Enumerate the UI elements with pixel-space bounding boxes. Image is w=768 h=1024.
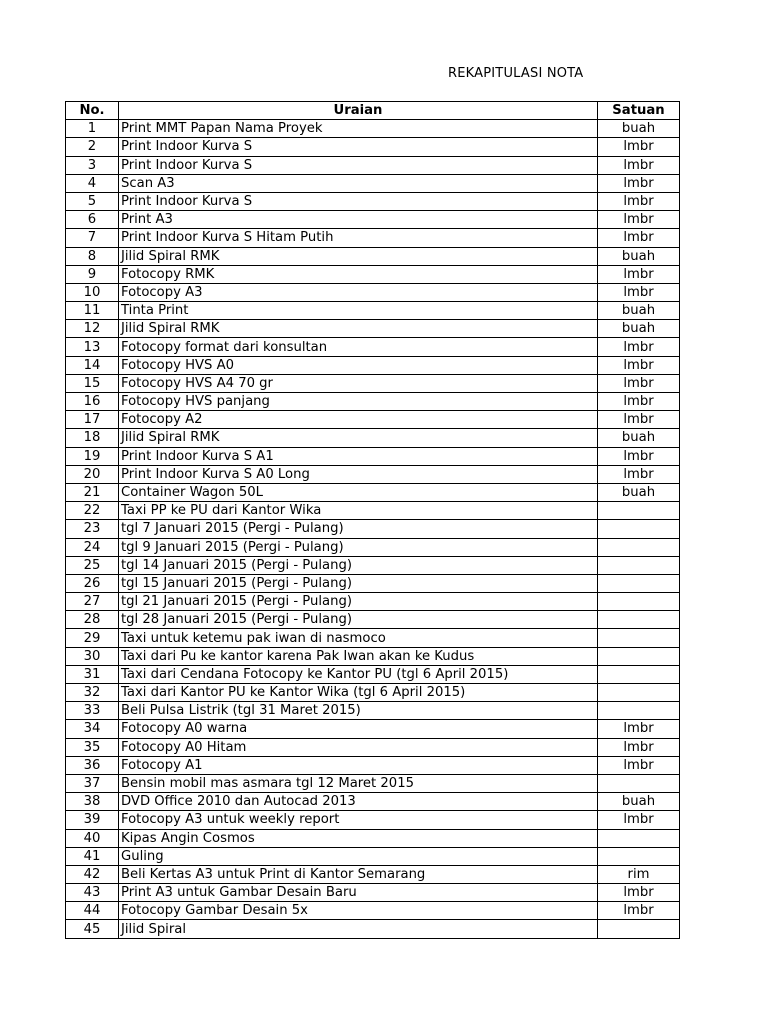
table-row xyxy=(66,756,680,774)
row-uraian-cell: Print A3 xyxy=(119,211,598,229)
nota-table xyxy=(65,101,680,939)
row-satuan-cell: lmbr xyxy=(598,374,680,392)
row-uraian-cell: Fotocopy A0 warna xyxy=(119,720,598,738)
row-satuan-cell: buah xyxy=(598,483,680,501)
table-row xyxy=(66,611,680,629)
row-uraian-cell: tgl 15 Januari 2015 (Pergi - Pulang) xyxy=(119,574,598,592)
table-row xyxy=(66,283,680,301)
row-number-cell: 21 xyxy=(66,483,119,501)
row-number-cell: 29 xyxy=(66,629,119,647)
table-row xyxy=(66,720,680,738)
row-uraian-cell: Print MMT Papan Nama Proyek xyxy=(119,120,598,138)
row-uraian-cell: Fotocopy HVS panjang xyxy=(119,393,598,411)
row-number-cell: 3 xyxy=(66,156,119,174)
row-uraian-cell: tgl 7 Januari 2015 (Pergi - Pulang) xyxy=(119,520,598,538)
table-row xyxy=(66,120,680,138)
row-uraian-cell: Jilid Spiral xyxy=(119,920,598,938)
row-satuan-cell: lmbr xyxy=(598,393,680,411)
row-number-cell: 45 xyxy=(66,920,119,938)
row-number-cell: 22 xyxy=(66,502,119,520)
row-satuan-cell: lmbr xyxy=(598,738,680,756)
table-row xyxy=(66,393,680,411)
row-number-cell: 37 xyxy=(66,774,119,792)
row-satuan-cell: lmbr xyxy=(598,283,680,301)
row-number-cell: 5 xyxy=(66,192,119,210)
row-uraian-cell: Fotocopy RMK xyxy=(119,265,598,283)
row-uraian-cell: Print Indoor Kurva S A0 Long xyxy=(119,465,598,483)
row-satuan-cell: lmbr xyxy=(598,338,680,356)
table-row xyxy=(66,447,680,465)
table-row xyxy=(66,156,680,174)
row-uraian-cell: Fotocopy A0 Hitam xyxy=(119,738,598,756)
table-row xyxy=(66,574,680,592)
row-satuan-cell: lmbr xyxy=(598,138,680,156)
row-number-cell: 4 xyxy=(66,174,119,192)
table-row xyxy=(66,556,680,574)
row-number-cell: 32 xyxy=(66,684,119,702)
row-uraian-cell: Scan A3 xyxy=(119,174,598,192)
row-uraian-cell: Print Indoor Kurva S xyxy=(119,138,598,156)
table-row xyxy=(66,702,680,720)
row-uraian-cell: tgl 9 Januari 2015 (Pergi - Pulang) xyxy=(119,538,598,556)
row-uraian-cell: Print Indoor Kurva S xyxy=(119,192,598,210)
row-uraian-cell: Bensin mobil mas asmara tgl 12 Maret 2015 xyxy=(119,774,598,792)
row-satuan-cell xyxy=(598,920,680,938)
row-number-cell: 27 xyxy=(66,593,119,611)
table-row xyxy=(66,538,680,556)
row-satuan-cell: lmbr xyxy=(598,192,680,210)
row-satuan-cell: rim xyxy=(598,865,680,883)
row-satuan-cell: lmbr xyxy=(598,229,680,247)
row-number-cell: 7 xyxy=(66,229,119,247)
row-uraian-cell: DVD Office 2010 dan Autocad 2013 xyxy=(119,793,598,811)
row-number-cell: 36 xyxy=(66,756,119,774)
row-uraian-cell: Fotocopy A3 xyxy=(119,283,598,301)
row-number-cell: 34 xyxy=(66,720,119,738)
row-satuan-cell: lmbr xyxy=(598,902,680,920)
row-satuan-cell: lmbr xyxy=(598,756,680,774)
row-satuan-cell: lmbr xyxy=(598,447,680,465)
table-row xyxy=(66,429,680,447)
row-uraian-cell: Jilid Spiral RMK xyxy=(119,429,598,447)
table-row xyxy=(66,265,680,283)
row-satuan-cell xyxy=(598,629,680,647)
row-uraian-cell: Print Indoor Kurva S xyxy=(119,156,598,174)
row-uraian-cell: Tinta Print xyxy=(119,302,598,320)
row-number-cell: 15 xyxy=(66,374,119,392)
table-row xyxy=(66,829,680,847)
row-number-cell: 41 xyxy=(66,847,119,865)
row-number-cell: 42 xyxy=(66,865,119,883)
row-satuan-cell xyxy=(598,574,680,592)
row-satuan-cell xyxy=(598,665,680,683)
row-uraian-cell: Container Wagon 50L xyxy=(119,483,598,501)
row-uraian-cell: Fotocopy HVS A0 xyxy=(119,356,598,374)
row-number-cell: 31 xyxy=(66,665,119,683)
row-number-cell: 24 xyxy=(66,538,119,556)
row-number-cell: 40 xyxy=(66,829,119,847)
table-row xyxy=(66,847,680,865)
row-satuan-cell: lmbr xyxy=(598,465,680,483)
row-number-cell: 33 xyxy=(66,702,119,720)
table-row xyxy=(66,520,680,538)
header-satuan: Satuan xyxy=(598,102,680,120)
row-satuan-cell: buah xyxy=(598,429,680,447)
table-row xyxy=(66,629,680,647)
table-row xyxy=(66,174,680,192)
table-row xyxy=(66,229,680,247)
row-number-cell: 8 xyxy=(66,247,119,265)
row-satuan-cell xyxy=(598,611,680,629)
row-number-cell: 13 xyxy=(66,338,119,356)
row-number-cell: 25 xyxy=(66,556,119,574)
row-satuan-cell: buah xyxy=(598,120,680,138)
table-row xyxy=(66,192,680,210)
row-uraian-cell: tgl 14 Januari 2015 (Pergi - Pulang) xyxy=(119,556,598,574)
table-row xyxy=(66,356,680,374)
row-satuan-cell: buah xyxy=(598,247,680,265)
table-row xyxy=(66,774,680,792)
row-number-cell: 44 xyxy=(66,902,119,920)
row-number-cell: 6 xyxy=(66,211,119,229)
row-number-cell: 18 xyxy=(66,429,119,447)
row-satuan-cell xyxy=(598,774,680,792)
row-satuan-cell: lmbr xyxy=(598,211,680,229)
row-number-cell: 1 xyxy=(66,120,119,138)
row-number-cell: 16 xyxy=(66,393,119,411)
row-satuan-cell xyxy=(598,520,680,538)
row-satuan-cell: lmbr xyxy=(598,156,680,174)
row-satuan-cell: lmbr xyxy=(598,356,680,374)
row-number-cell: 26 xyxy=(66,574,119,592)
row-number-cell: 43 xyxy=(66,884,119,902)
table-row xyxy=(66,902,680,920)
table-row xyxy=(66,684,680,702)
row-number-cell: 10 xyxy=(66,283,119,301)
row-number-cell: 38 xyxy=(66,793,119,811)
row-satuan-cell xyxy=(598,702,680,720)
row-number-cell: 9 xyxy=(66,265,119,283)
table-row xyxy=(66,138,680,156)
row-number-cell: 39 xyxy=(66,811,119,829)
table-row xyxy=(66,647,680,665)
row-satuan-cell xyxy=(598,593,680,611)
row-number-cell: 11 xyxy=(66,302,119,320)
table-row xyxy=(66,593,680,611)
row-satuan-cell: lmbr xyxy=(598,884,680,902)
table-row xyxy=(66,338,680,356)
row-number-cell: 20 xyxy=(66,465,119,483)
row-uraian-cell: Fotocopy Gambar Desain 5x xyxy=(119,902,598,920)
header-no: No. xyxy=(66,102,119,120)
row-uraian-cell: Fotocopy HVS A4 70 gr xyxy=(119,374,598,392)
row-satuan-cell: lmbr xyxy=(598,411,680,429)
row-uraian-cell: Taxi PP ke PU dari Kantor Wika xyxy=(119,502,598,520)
table-row xyxy=(66,483,680,501)
row-number-cell: 17 xyxy=(66,411,119,429)
row-satuan-cell xyxy=(598,647,680,665)
row-uraian-cell: Taxi dari Cendana Fotocopy ke Kantor PU (tgl 6 April 2015) xyxy=(119,665,598,683)
table-row xyxy=(66,920,680,938)
row-satuan-cell xyxy=(598,829,680,847)
row-number-cell: 19 xyxy=(66,447,119,465)
row-uraian-cell: Fotocopy A2 xyxy=(119,411,598,429)
row-satuan-cell xyxy=(598,847,680,865)
table-row xyxy=(66,665,680,683)
row-number-cell: 2 xyxy=(66,138,119,156)
table-row xyxy=(66,738,680,756)
row-uraian-cell: Print Indoor Kurva S A1 xyxy=(119,447,598,465)
row-satuan-cell xyxy=(598,502,680,520)
row-uraian-cell: Taxi untuk ketemu pak iwan di nasmoco xyxy=(119,629,598,647)
row-satuan-cell: lmbr xyxy=(598,720,680,738)
table-row xyxy=(66,320,680,338)
row-satuan-cell xyxy=(598,684,680,702)
row-uraian-cell: tgl 21 Januari 2015 (Pergi - Pulang) xyxy=(119,593,598,611)
row-number-cell: 30 xyxy=(66,647,119,665)
row-uraian-cell: Guling xyxy=(119,847,598,865)
row-number-cell: 35 xyxy=(66,738,119,756)
row-uraian-cell: Print A3 untuk Gambar Desain Baru xyxy=(119,884,598,902)
row-satuan-cell: buah xyxy=(598,320,680,338)
row-uraian-cell: Beli Kertas A3 untuk Print di Kantor Semarang xyxy=(119,865,598,883)
row-uraian-cell: Taxi dari Kantor PU ke Kantor Wika (tgl 6 April 2015) xyxy=(119,684,598,702)
table-row xyxy=(66,884,680,902)
row-satuan-cell: lmbr xyxy=(598,174,680,192)
row-uraian-cell: Jilid Spiral RMK xyxy=(119,320,598,338)
row-uraian-cell: Beli Pulsa Listrik (tgl 31 Maret 2015) xyxy=(119,702,598,720)
table-row xyxy=(66,247,680,265)
row-uraian-cell: Fotocopy format dari konsultan xyxy=(119,338,598,356)
table-row xyxy=(66,211,680,229)
row-satuan-cell: buah xyxy=(598,793,680,811)
row-uraian-cell: Fotocopy A3 untuk weekly report xyxy=(119,811,598,829)
row-number-cell: 28 xyxy=(66,611,119,629)
row-satuan-cell xyxy=(598,556,680,574)
row-number-cell: 14 xyxy=(66,356,119,374)
table-row xyxy=(66,865,680,883)
row-satuan-cell: lmbr xyxy=(598,811,680,829)
table-row xyxy=(66,502,680,520)
row-uraian-cell: tgl 28 Januari 2015 (Pergi - Pulang) xyxy=(119,611,598,629)
header-uraian: Uraian xyxy=(119,102,598,120)
row-uraian-cell: Print Indoor Kurva S Hitam Putih xyxy=(119,229,598,247)
row-number-cell: 12 xyxy=(66,320,119,338)
row-uraian-cell: Jilid Spiral RMK xyxy=(119,247,598,265)
table-body xyxy=(66,120,680,938)
table-row xyxy=(66,793,680,811)
row-number-cell: 23 xyxy=(66,520,119,538)
table-header-row xyxy=(66,102,680,120)
row-uraian-cell: Taxi dari Pu ke kantor karena Pak Iwan akan ke Kudus xyxy=(119,647,598,665)
table-row xyxy=(66,811,680,829)
row-satuan-cell: lmbr xyxy=(598,265,680,283)
row-uraian-cell: Kipas Angin Cosmos xyxy=(119,829,598,847)
table-row xyxy=(66,411,680,429)
table-row xyxy=(66,302,680,320)
row-satuan-cell xyxy=(598,538,680,556)
document-title: REKAPITULASI NOTA xyxy=(448,66,584,81)
row-satuan-cell: buah xyxy=(598,302,680,320)
table-row xyxy=(66,465,680,483)
table-row xyxy=(66,374,680,392)
row-uraian-cell: Fotocopy A1 xyxy=(119,756,598,774)
